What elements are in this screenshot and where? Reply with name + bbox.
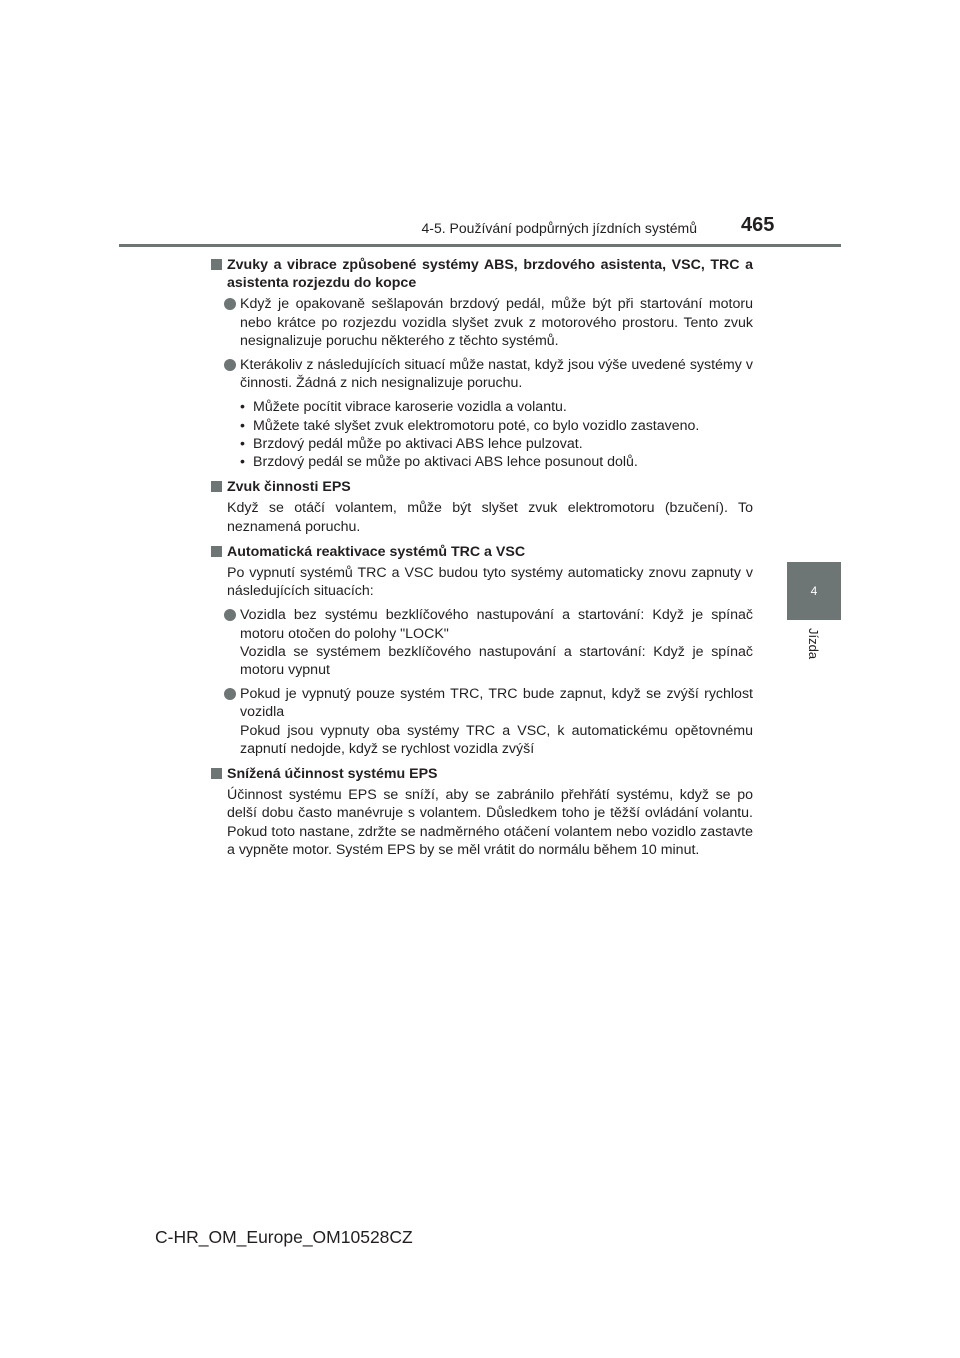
chapter-tab-label: Jízda	[806, 628, 821, 660]
section-paragraph: Když se otáčí volantem, může být slyšet zvuk elektromotoru (bzučení). To neznamená poruchu.	[227, 500, 753, 535]
section-heading-text: Automatická reaktivace systémů TRC a VSC	[227, 543, 526, 560]
header-divider	[119, 244, 841, 247]
section-heading	[210, 543, 753, 561]
chapter-tab-number: 4	[810, 584, 818, 598]
section-heading	[210, 478, 753, 496]
page-number: 465	[741, 214, 775, 236]
list-item-text: Kterákoliv z následujících situací může nastat, když jsou výše uvedené systémy v činnosti. Žádná z nich nesignalizuje poruchu.	[240, 357, 753, 392]
dot-list-item-text: Můžete pocítit vibrace karoserie vozidla a volantu.	[253, 399, 567, 416]
dot-bullet-icon: •	[240, 399, 245, 416]
list-item-text: Když je opakovaně sešlapován brzdový pedál, může být při startování motoru nebo krátce po rozjezdu vozidla slyšet zvuk z motorového prostoru. Tento zvuk nesignalizuje poruchu některého z těchto systémů.	[240, 296, 753, 349]
dot-list-item-text: Brzdový pedál se může po aktivaci ABS lehce posunout dolů.	[253, 454, 638, 471]
circle-list-item	[210, 685, 753, 758]
dot-bullet-icon: •	[240, 454, 245, 471]
square-bullet-icon	[211, 768, 222, 779]
dot-list-item	[240, 398, 753, 416]
section-heading	[210, 256, 753, 292]
section-eps-reduced	[210, 765, 753, 859]
circle-bullet-icon	[224, 688, 236, 700]
dot-list-item	[240, 417, 753, 435]
chapter-tab	[787, 562, 841, 620]
section-heading-text: Zvuky a vibrace způsobené systémy ABS, brzdového asistenta, VSC, TRC a asistenta rozjezdu do kopce	[227, 257, 753, 292]
section-eps-sound	[210, 478, 753, 536]
header-section-title: 4-5. Používání podpůrných jízdních systémů	[421, 220, 697, 236]
list-item-text: Pokud je vypnutý pouze systém TRC, TRC bude zapnut, když se zvýší rychlost vozidla	[240, 686, 753, 721]
section-heading	[210, 765, 753, 783]
square-bullet-icon	[211, 259, 222, 270]
page-content	[210, 256, 753, 866]
circle-bullet-icon	[224, 298, 236, 310]
square-bullet-icon	[211, 481, 222, 492]
circle-list-item	[210, 356, 753, 392]
section-paragraph: Účinnost systému EPS se sníží, aby se zabránilo přehřátí systému, když se po delší dobu často manévruje s volantem. Důsledkem toho je těžší ovládání volantu. Pokud toto nastane, zdržte se nadměrného otáčení volantem nebo vozidlo zastavte a vypněte motor. Systém EPS by se měl vrátit do normálu během 10 minut.	[227, 787, 753, 858]
section-trc-vsc-reactivation	[210, 543, 753, 758]
document-code: C-HR_OM_Europe_OM10528CZ	[155, 1227, 413, 1247]
circle-bullet-icon	[224, 359, 236, 371]
circle-list-item	[210, 295, 753, 350]
circle-bullet-icon	[224, 609, 236, 621]
dot-list-item	[240, 453, 753, 471]
list-item-text: Pokud jsou vypnuty oba systémy TRC a VSC, k automatickému opětovnému zapnutí nedojde, když se rychlost vozidla zvýší	[240, 722, 753, 757]
dot-list	[210, 398, 753, 471]
dot-bullet-icon: •	[240, 435, 245, 452]
dot-list-item-text: Můžete také slyšet zvuk elektromotoru poté, co bylo vozidlo zastaveno.	[253, 417, 700, 434]
section-abs-sounds	[210, 256, 753, 471]
section-heading-text: Zvuk činnosti EPS	[227, 479, 351, 496]
circle-list-item	[210, 606, 753, 679]
list-item-text: Vozidla bez systému bezklíčového nastupování a startování: Když je spínač motoru otočen do polohy "LOCK"	[240, 607, 753, 642]
dot-list-item-text: Brzdový pedál může po aktivaci ABS lehce pulzovat.	[253, 435, 583, 452]
dot-bullet-icon: •	[240, 417, 245, 434]
section-heading-text: Snížená účinnost systému EPS	[227, 766, 438, 783]
section-paragraph: Po vypnutí systémů TRC a VSC budou tyto systémy automaticky znovu zapnuty v následujících situacích:	[227, 565, 753, 600]
square-bullet-icon	[211, 546, 222, 557]
dot-list-item	[240, 435, 753, 453]
page-header	[0, 0, 960, 250]
list-item-text: Vozidla se systémem bezklíčového nastupování a startování: Když je spínač motoru vypnut	[240, 643, 753, 679]
